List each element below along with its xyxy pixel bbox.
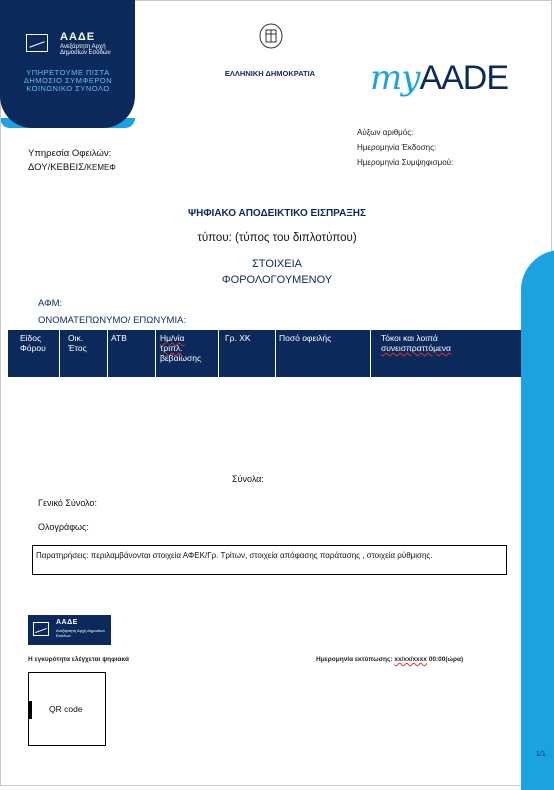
- service-value-small: ΚΕΜΕΦ: [86, 163, 116, 172]
- service-value: [28, 162, 116, 173]
- th-fiscal-year: [60, 330, 108, 377]
- th-certification-date: [156, 330, 219, 377]
- th-tax-type: [8, 330, 60, 377]
- totals-label: Σύνολα:: [232, 474, 264, 484]
- th-text: τριπλ.: [160, 343, 183, 353]
- th-text: Γρ. ΧΚ: [225, 333, 251, 343]
- print-date: [316, 656, 463, 663]
- section-heading-line2: ΦΟΡΟΛΟΓΟΥΜΕΝΟΥ: [221, 274, 333, 286]
- slogan-line: ΥΠΗΡΕΤΟΥΜΕ ΠΙΣΤΑ: [26, 68, 110, 77]
- print-date-value: xx/xx/xxxx: [394, 656, 427, 663]
- th-text: Ημ/νία: [160, 333, 185, 343]
- th-text: συνεισπραττόμενα: [381, 343, 451, 353]
- qr-label: QR code: [49, 704, 83, 714]
- name-label: ΟΝΟΜΑΤΕΠΩΝΥΜΟ/ ΕΠΩΝΥΜΙΑ:: [38, 315, 187, 326]
- service-label: Υπηρεσία Οφειλών:: [28, 148, 112, 159]
- th-text: Φόρου: [20, 343, 46, 353]
- decorative-side-curve: [521, 250, 554, 790]
- serial-number-label: Αύξων αριθμός:: [357, 128, 414, 137]
- myaade-my: my: [370, 58, 420, 98]
- notes-text: Παρατηρήσεις: περιλαμβάνονται στοιχεία ΑΦΕΚ/Γρ. Τρίτων, στοιχεία απόφασης παράτασης , στοιχεία ρύθμισης.: [36, 551, 433, 560]
- debts-table-header: [8, 330, 521, 377]
- issue-date-label: Ημερομηνία Έκδοσης:: [357, 143, 437, 152]
- hellenic-emblem-icon: [258, 23, 284, 49]
- th-text: βεβαίωσης: [160, 353, 202, 363]
- validity-text: Η εγκυρότητα ελέγχεται ψηφιακά: [28, 656, 129, 663]
- myaade-aade: AADE: [419, 59, 509, 97]
- document-type: τύπου: (τύπος του διπλοτύπου): [197, 232, 357, 244]
- th-text: ΑΤΒ: [111, 333, 127, 343]
- myaade-logo: [370, 58, 508, 98]
- small-brand-name: ΑΑΔΕ: [56, 619, 78, 626]
- grand-total-label: Γενικό Σύνολο:: [38, 498, 98, 508]
- th-atb: [108, 330, 156, 377]
- aade-small-logo: [28, 615, 111, 645]
- slogan-line: ΔΗΜΟΣΙΟ ΣΥΜΦΕΡΟΝ: [23, 76, 113, 85]
- print-time-value: 00:00(ώρα): [428, 656, 464, 663]
- qr-marker: [29, 701, 32, 719]
- th-text: Τόκοι και λοιπά: [381, 333, 438, 343]
- aade-logo-icon: [26, 34, 48, 52]
- afm-label: ΑΦΜ:: [38, 298, 63, 309]
- th-text: Ποσό οφειλής: [279, 333, 332, 343]
- aade-logo-icon: [33, 622, 49, 636]
- slogan: [8, 69, 128, 93]
- section-heading-line1: ΣΤΟΙΧΕΙΑ: [252, 258, 302, 270]
- notes-box: [32, 545, 507, 575]
- aade-banner: [0, 0, 135, 128]
- brand-subtitle: Ανεξάρτητη Αρχή Δημοσίων Εσόδων: [60, 44, 111, 56]
- th-text: Είδος: [20, 333, 42, 343]
- th-text: Έτος: [68, 343, 87, 353]
- th-text: Οικ.: [68, 333, 84, 343]
- th-debt-amount: [276, 330, 371, 377]
- th-gr-xk: [219, 330, 276, 377]
- offset-date-label: Ημερομηνία Συμψηφισμού:: [357, 158, 454, 167]
- qr-code-box: [28, 672, 106, 746]
- brand-name: ΑΑΔΕ: [60, 31, 96, 43]
- th-interest: [371, 330, 521, 377]
- print-date-label: Ημερομηνία εκτύπωσης:: [316, 656, 393, 663]
- page-number: 1/1: [536, 751, 546, 758]
- service-value-main: ΔΟΥ/ΚΕΒΕΙΣ/: [28, 162, 87, 173]
- document-title: ΨΗΦΙΑΚΟ ΑΠΟΔΕΙΚΤΙΚΟ ΕΙΣΠΡΑΞΗΣ: [188, 208, 366, 219]
- small-brand-subtitle: Ανεξάρτητη Αρχή Δημοσίων Εσόδων: [56, 628, 106, 638]
- slogan-line: ΚΟΙΝΩΝΙΚΟ ΣΥΝΟΛΟ: [26, 84, 110, 93]
- republic-label: ΕΛΛΗΝΙΚΗ ΔΗΜΟΚΡΑΤΙΑ: [224, 69, 316, 78]
- in-words-label: Ολογράφως:: [38, 522, 89, 532]
